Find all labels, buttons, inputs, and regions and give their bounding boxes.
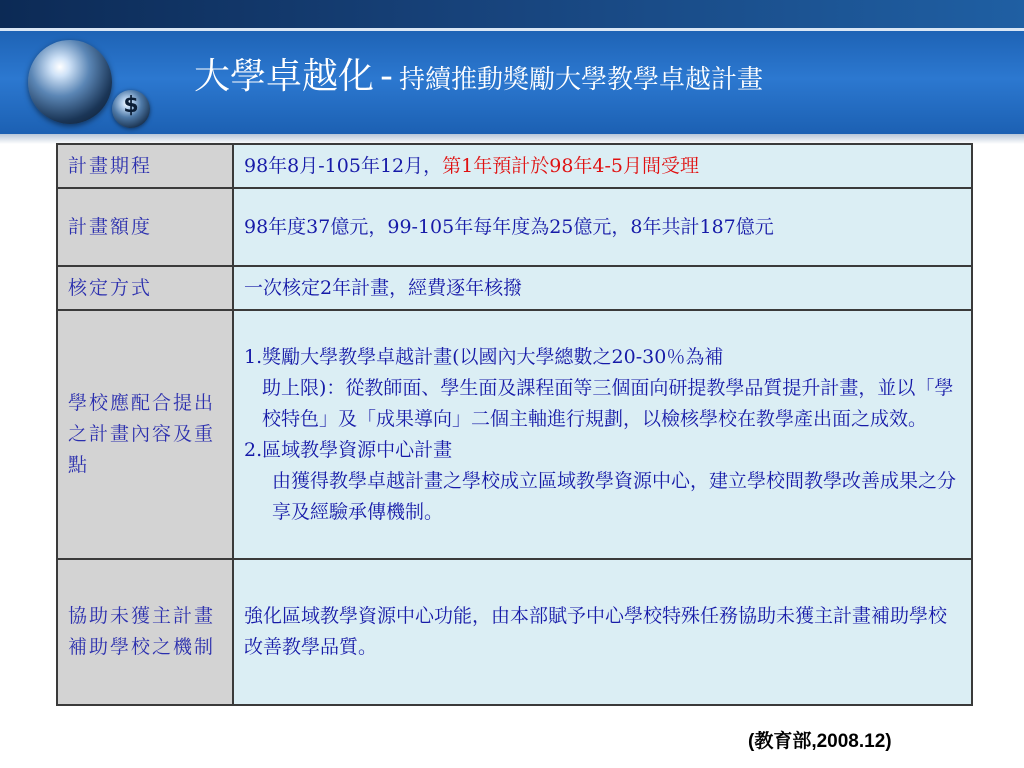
row-content: 強化區域教學資源中心功能，由本部賦予中心學校特殊任務協助未獲主計畫補助學校改善教學品質。 [233,559,972,705]
dollar-orb-icon [112,90,150,128]
row-content: 一次核定2年計畫，經費逐年核撥 [233,266,972,310]
row-label: 協助未獲主計畫補助學校之機制 [57,559,233,705]
period-text: 98年8月-105年12月， [244,154,443,177]
source-citation: (教育部,2008.12) [748,731,892,752]
table-row [57,144,972,188]
period-highlight: 第1年預計於98年4-5月間受理 [442,154,700,177]
item-heading: 1.獎勵大學教學卓越計畫(以國內大學總數之20-30％為補 [244,345,724,368]
globe-logo-icon [28,40,112,124]
row-label: 核定方式 [57,266,233,310]
table-row [57,188,972,266]
table-row [57,559,972,705]
table-row [57,310,972,559]
item-body: 助上限)：從教師面、學生面及課程面等三個面向研提教學品質提升計畫，並以「學校特色」及「成果導向」二個主軸進行規劃，以檢核學校在教學產出面之成效。 [262,376,954,430]
row-label: 學校應配合提出之計畫內容及重點 [57,310,233,559]
slide-title [194,48,763,99]
row-content [233,144,972,188]
dollar-sign-icon: $ [123,93,139,118]
row-label: 計畫期程 [57,144,233,188]
item-heading: 2.區域教學資源中心計畫 [244,438,453,461]
title-separator: - [380,56,394,97]
plan-table [56,143,973,706]
row-content: 98年度37億元，99-105年每年度為25億元，8年共計187億元 [233,188,972,266]
top-dark-bar [0,0,1024,28]
table-row [57,266,972,310]
row-label: 計畫額度 [57,188,233,266]
item-body: 由獲得教學卓越計畫之學校成立區域教學資源中心，建立學校間教學改善成果之分享及經驗承傳機制。 [272,469,957,523]
row-content [233,310,972,559]
title-main: 大學卓越化 [194,56,375,97]
title-subtitle: 持續推動獎勵大學教學卓越計畫 [399,65,764,95]
